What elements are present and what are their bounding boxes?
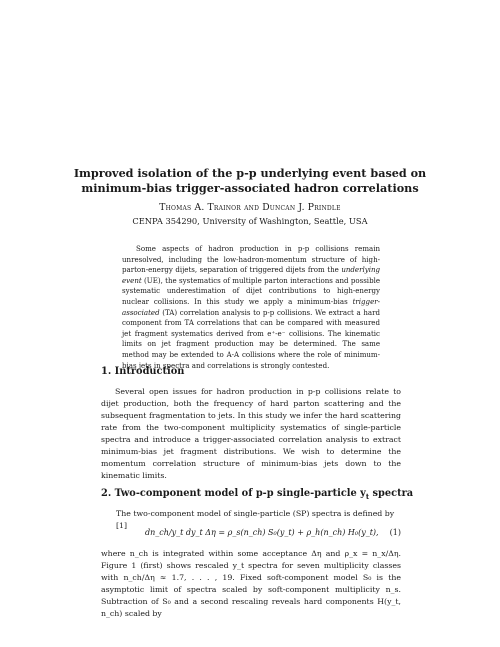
section-2-intro: The two-component model of single-particle (SP) spectra is defined by [1]	[116, 509, 395, 530]
section-1-body: Several open issues for hadron production in p-p collisions relate to dijet production, both the frequency of hard parton scattering and the subsequent fragmentation to jets. In this study we infer the hard scattering rate from the two-component multiplicity systematics of single-particle spectra and introduce a trigger-associated correlation analysis to extract minimum-bias jet fragment distributions. We wish to determine the momentum correlation structure of minimum-bias jets down to the kinematic limits.	[101, 387, 401, 480]
section-2-heading	[101, 488, 413, 503]
section-1-heading: 1. Introduction	[101, 366, 185, 377]
section-2-heading-text: 2. Two-component model of p-p single-particle y	[101, 488, 366, 499]
author-list: Thomas A. Trainor and Duncan J. Prindle	[159, 202, 341, 213]
abstract-text-1: Some aspects of hadron production in p-p collisions remain unresolved, including the low-hadron-momentum structure of high-parton-energy dijets, separation of triggered dijets from the	[122, 244, 380, 275]
abstract-emphasis-2: trigger-associated	[122, 296, 380, 317]
affiliation: CENPA 354290, University of Washington, Seattle, USA	[132, 216, 368, 226]
abstract	[122, 244, 380, 371]
abstract-text-3: (TA) correlation analysis to p-p collisions. We extract a hard component from TA correlations that can be compared with measured jet fragment systematics derived from e⁺-e⁻ collisions. The kinematic limits on jet fragment production may be determined. The same method may be extended to A-A collisions where the role of minimum-bias jets in spectra and correlations is strongly contested.	[122, 307, 380, 370]
section-2-heading-end: spectra	[369, 488, 414, 499]
equation-number: (1)	[389, 528, 401, 537]
section-2-body: where n_ch is integrated within some acceptance Δη and ρ_x = n_x/Δη. Figure 1 (first) shows rescaled y_t spectra for seven multiplicity classes with n_ch/Δη ≈ 1.7, . . . , 19. Fixed soft-component model S₀ is the asymptotic limit of spectra scaled by soft-component multiplicity n_s. Subtraction of S₀ and a second rescaling reveals hard components H(y_t, n_ch) scaled by	[101, 549, 401, 618]
abstract-text-2: (UE), the systematics of multiple parton interactions and possible systematic underestimation of dijet contributions to high-energy nuclear collisions. In this study we apply a minimum-bias	[122, 275, 380, 306]
paper-title: Improved isolation of the p-p underlying event based on minimum-bias trigger-associated hadron correlations	[73, 166, 427, 195]
abstract-emphasis-1: underlying event	[122, 265, 380, 285]
section-2-heading-subscript: t	[365, 491, 370, 501]
equation-body: dn_ch/y_t dy_t Δη = ρ_s(n_ch) S₀(y_t) + ρ_h(n_ch) H₀(y_t),	[145, 528, 379, 537]
equation-1	[101, 526, 401, 540]
